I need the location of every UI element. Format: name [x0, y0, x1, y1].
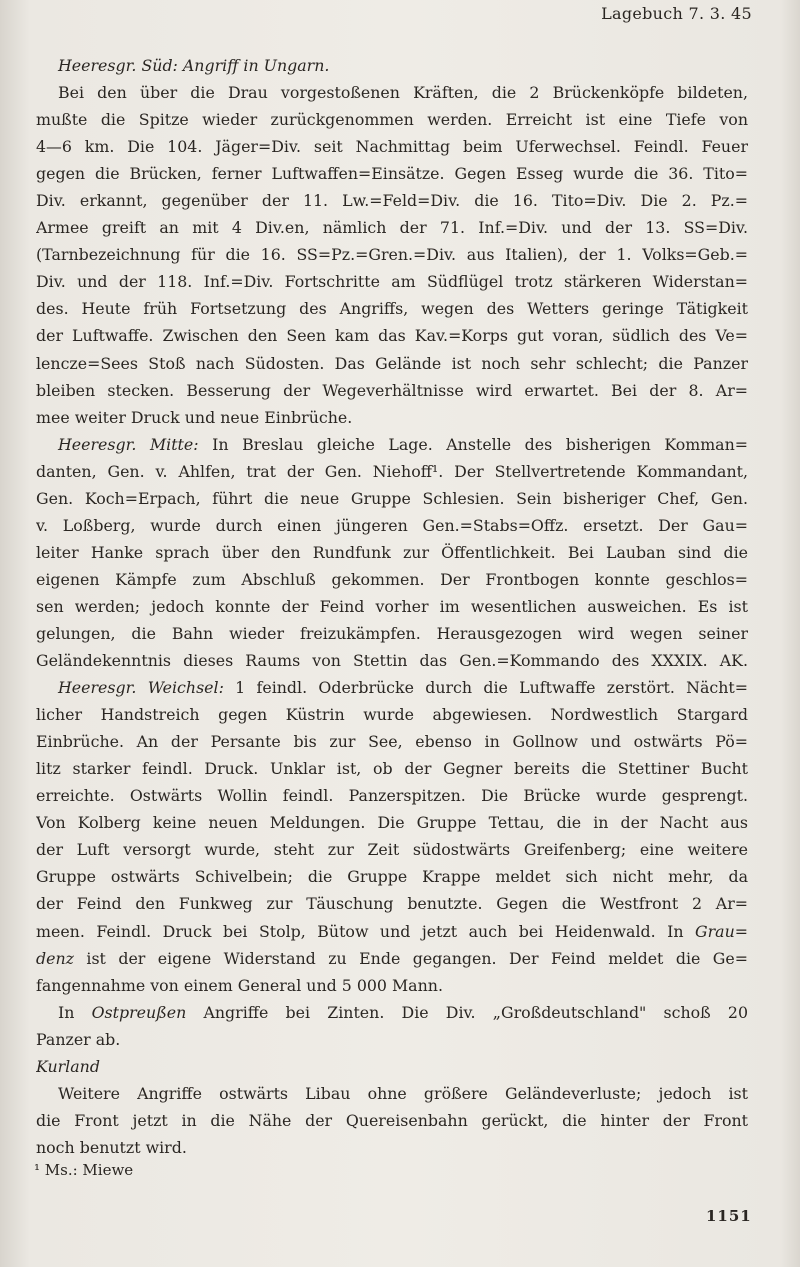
text-line: Armee greift an mit 4 Div.en, nämlich der 71. Inf.=Div. und der 13. SS=Div. [36, 218, 748, 238]
text-line: der Luft versorgt wurde, steht zur Zeit südostwärts Greifenberg; eine weitere [36, 840, 748, 860]
text-line: 4—6 km. Die 104. Jäger=Div. seit Nachmittag beim Uferwechsel. Feindl. Feuer [36, 137, 748, 157]
footnote: ¹ Ms.: Miewe [34, 1161, 134, 1179]
text-line: gegen die Brücken, ferner Luftwaffen=Einsätze. Gegen Esseg wurde die 36. Tito= [36, 164, 748, 184]
text-line: Kurland [36, 1056, 100, 1076]
text-line: In Ostpreußen Angriffe bei Zinten. Die Div. „Großdeutschland" schoß 20 [58, 1002, 748, 1022]
text-line: der Feind den Funkweg zur Täuschung benutzte. Gegen die Westfront 2 Ar= [36, 894, 748, 914]
text-line: mee weiter Druck und neue Einbrüche. [36, 407, 353, 427]
text-line: Geländekenntnis dieses Raums von Stettin das Gen.=Kommando des XXXIX. AK. [36, 651, 748, 671]
text-line: Einbrüche. An der Persante bis zur See, ebenso in Gollnow und ostwärts Pö= [36, 732, 748, 752]
text-line: Heeresgr. Süd: Angriff in Ungarn. [58, 56, 330, 75]
text-line: Div. und der 118. Inf.=Div. Fortschritte am Südflügel trotz stärkeren Widerstan= [36, 272, 748, 292]
text-line: die Front jetzt in die Nähe der Quereisenbahn gerückt, die hinter der Front [36, 1110, 748, 1130]
text-line: meen. Feindl. Druck bei Stolp, Bütow und jetzt auch bei Heidenwald. In Grau= [36, 921, 748, 941]
text-line: Gen. Koch=Erpach, führt die neue Gruppe Schlesien. Sein bisheriger Chef, Gen. [36, 488, 748, 508]
text-line: gelungen, die Bahn wieder freizukämpfen. Herausgezogen wird wegen seiner [36, 623, 748, 643]
text-line: danten, Gen. v. Ahlfen, trat der Gen. Niehoff¹. Der Stellvertretende Kommandant, [36, 461, 748, 481]
text-line: Panzer ab. [36, 1029, 121, 1049]
text-line: leiter Hanke sprach über den Rundfunk zur Öffentlichkeit. Bei Lauban sind die [36, 542, 748, 562]
text-line: (Tarnbezeichnung für die 16. SS=Pz.=Gren.=Div. aus Italien), der 1. Volks=Geb.= [36, 245, 748, 265]
text-line: denz ist der eigene Widerstand zu Ende gegangen. Der Feind meldet die Ge= [36, 948, 748, 968]
text-line: Bei den über die Drau vorgestoßenen Kräften, die 2 Brückenköpfe bildeten, [58, 83, 748, 103]
text-line: erreichte. Ostwärts Wollin feindl. Panzerspitzen. Die Brücke wurde gesprengt. [36, 786, 748, 806]
text-line: eigenen Kämpfe zum Abschluß gekommen. Der Frontbogen konnte geschlos= [36, 569, 748, 589]
text-line: Von Kolberg keine neuen Meldungen. Die Gruppe Tettau, die in der Nacht aus [36, 813, 748, 833]
text-line: licher Handstreich gegen Küstrin wurde abgewiesen. Nordwestlich Stargard [36, 705, 748, 725]
text-line: fangennahme von einem General und 5 000 Mann. [36, 975, 443, 995]
text-line: der Luftwaffe. Zwischen den Seen kam das Kav.=Korps gut voran, südlich des Ve= [36, 326, 748, 346]
text-line: Weitere Angriffe ostwärts Libau ohne größere Geländeverluste; jedoch ist [58, 1083, 748, 1103]
text-line: bleiben stecken. Besserung der Wegeverhältnisse wird erwartet. Bei der 8. Ar= [36, 380, 748, 400]
text-line: lencze=Sees Stoß nach Südosten. Das Gelände ist noch sehr schlecht; die Panzer [36, 353, 748, 373]
running-header: Lagebuch 7. 3. 45 [601, 4, 752, 23]
text-line: des. Heute früh Fortsetzung des Angriffs, wegen des Wetters geringe Tätigkeit [36, 299, 748, 319]
text-line: litz starker feindl. Druck. Unklar ist, ob der Gegner bereits die Stettiner Bucht [36, 759, 748, 779]
text-line: v. Loßberg, wurde durch einen jüngeren Gen.=Stabs=Offz. ersetzt. Der Gau= [36, 515, 748, 535]
text-line: noch benutzt wird. [36, 1137, 187, 1157]
text-line: Heeresgr. Mitte: In Breslau gleiche Lage. Anstelle des bisherigen Komman= [58, 434, 748, 454]
text-line: Heeresgr. Weichsel: 1 feindl. Oderbrücke durch die Luftwaffe zerstört. Nächt= [58, 678, 748, 698]
text-line: sen werden; jedoch konnte der Feind vorher im wesentlichen ausweichen. Es ist [36, 596, 748, 616]
text-line: Div. erkannt, gegenüber der 11. Lw.=Feld=Div. die 16. Tito=Div. Die 2. Pz.= [36, 191, 748, 211]
text-line: mußte die Spitze wieder zurückgenommen werden. Erreicht ist eine Tiefe von [36, 110, 748, 130]
text-line: Gruppe ostwärts Schivelbein; die Gruppe Krappe meldet sich nicht mehr, da [36, 867, 748, 887]
body-text [36, 52, 748, 1161]
page-number: 1151 [706, 1207, 752, 1225]
